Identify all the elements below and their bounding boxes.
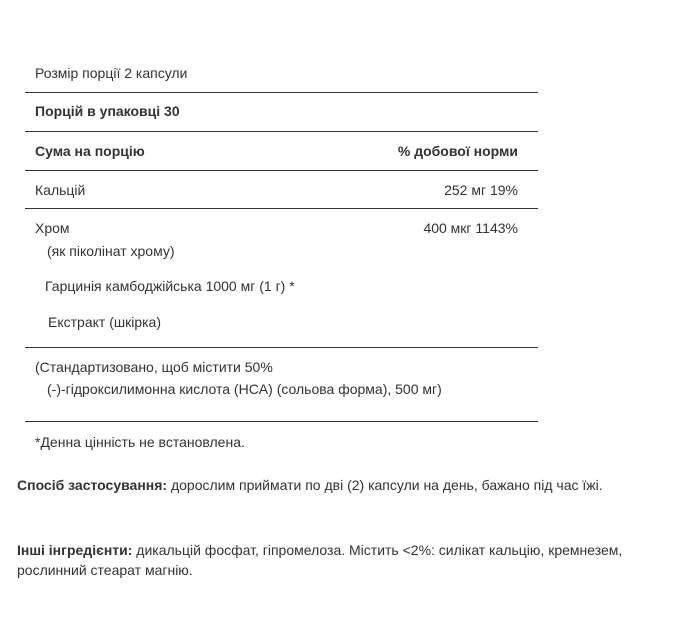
hca: (-)-гідроксилимонна кислота (HCA) (сольова форма), 500 мг) bbox=[47, 381, 442, 397]
other-ingredients-paragraph bbox=[17, 540, 667, 580]
garcinia-row bbox=[25, 278, 538, 313]
serving-size-row bbox=[25, 55, 538, 93]
calcium-value: 252 мг 19% bbox=[444, 182, 518, 198]
supplement-facts-table bbox=[25, 55, 538, 452]
chromium-row bbox=[25, 209, 538, 243]
other-ingredients-label: Інші інгредієнти: bbox=[17, 542, 133, 558]
servings-per-container-row bbox=[25, 93, 538, 132]
chromium-form: (як піколінат хрому) bbox=[47, 243, 175, 259]
calcium-name: Кальцій bbox=[35, 182, 86, 198]
usage-label: Спосіб застосування: bbox=[17, 477, 168, 493]
usage-text: дорослим приймати по дві (2) капсули на день, бажано під час їжі. bbox=[167, 477, 603, 493]
extract: Екстракт (шкірка) bbox=[48, 314, 161, 330]
footnote-row bbox=[25, 422, 538, 452]
chromium-form-row bbox=[25, 243, 538, 278]
servings-per-container: Порцій в упаковці 30 bbox=[35, 103, 180, 119]
serving-size: Розмір порції 2 капсули bbox=[35, 65, 188, 81]
other-ingredients-text: дикальцій фосфат, гіпромелоза. Містить <2%: силікат кальцію, кремнезем, рослинний стеарат магнію. bbox=[17, 542, 623, 578]
standardized: (Стандартизовано, щоб містити 50% bbox=[35, 359, 273, 375]
table-header-row bbox=[25, 132, 538, 171]
hca-row bbox=[25, 381, 538, 422]
garcinia: Гарцинія камбоджійська 1000 мг (1 г) * bbox=[45, 278, 295, 294]
chromium-name: Хром bbox=[35, 220, 70, 236]
daily-value-label: % добової норми bbox=[397, 143, 518, 159]
chromium-value: 400 мкг 1143% bbox=[423, 220, 518, 236]
footnote: *Денна цінність не встановлена. bbox=[35, 434, 245, 450]
usage-paragraph bbox=[17, 475, 667, 495]
standardized-row bbox=[25, 348, 538, 381]
calcium-row bbox=[25, 171, 538, 209]
extract-row bbox=[25, 313, 538, 348]
amount-per-serving-label: Сума на порцію bbox=[35, 143, 145, 159]
